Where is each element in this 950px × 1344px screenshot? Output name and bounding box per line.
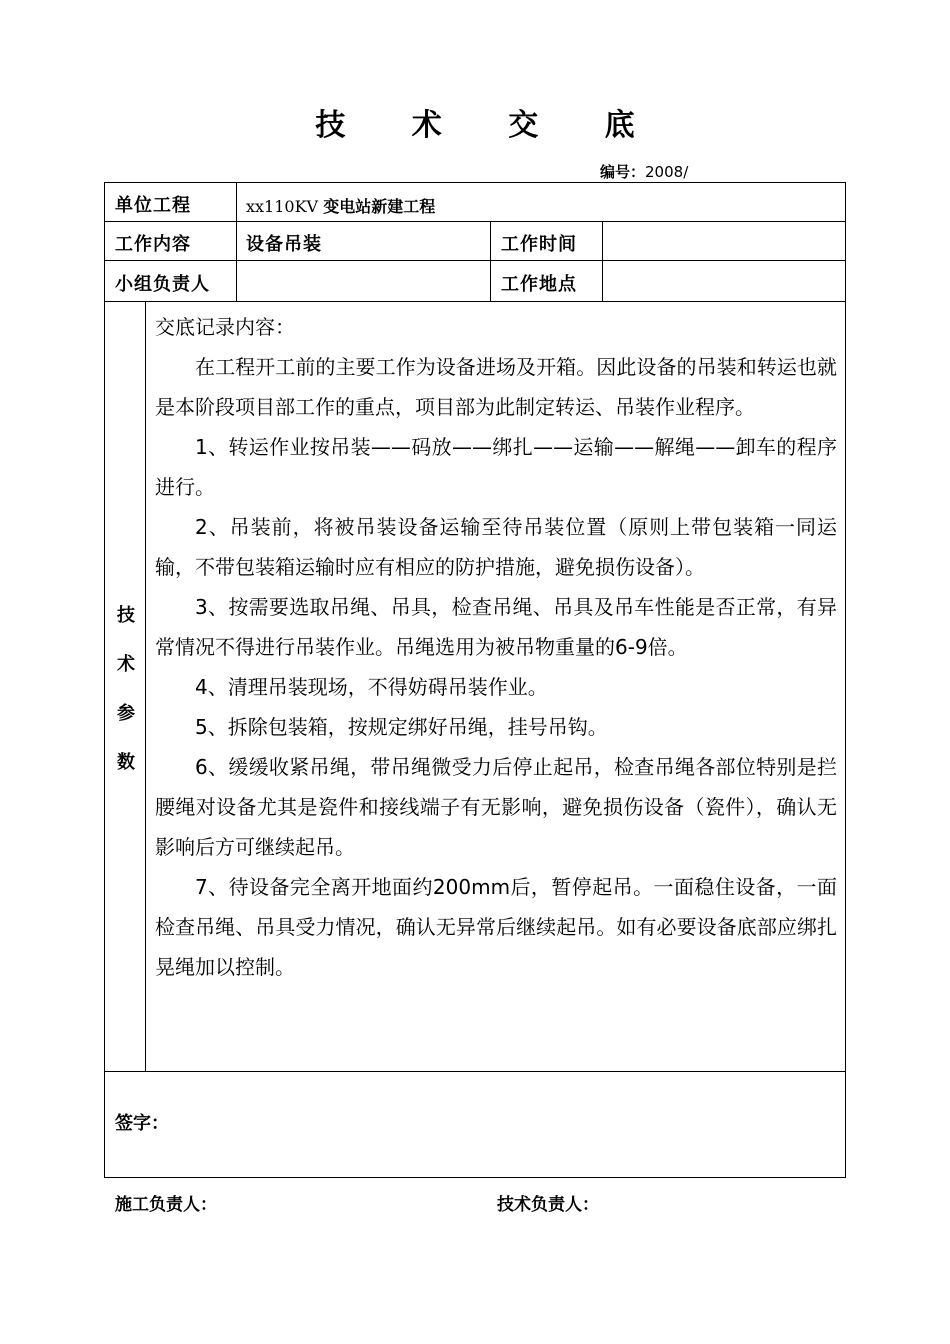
content-paragraph: 5、拆除包装箱，按规定绑好吊绳，挂号吊钩。 bbox=[195, 715, 608, 739]
content-paragraph: 1、转运作业按吊装——码放——绑扎——运输——解绳——卸车的程序进行。 bbox=[155, 435, 837, 499]
content-paragraph: 4、清理吊装现场，不得妨碍吊装作业。 bbox=[195, 675, 548, 699]
document-number-value: 2008/ bbox=[645, 163, 689, 181]
document-number bbox=[600, 161, 688, 182]
unit-project-value bbox=[246, 194, 435, 217]
document-number-label: 编号： bbox=[600, 163, 646, 181]
content-paragraph: 7、待设备完全离开地面约200mm后，暂停起吊。一面稳住设备，一面检查吊绳、吊具受力情况，确认无异常后继续起吊。如有必要设备底部应绑扎晃绳加以控制。 bbox=[155, 875, 837, 979]
work-time-label: 工作时间 bbox=[501, 234, 577, 255]
work-location-label: 工作地点 bbox=[501, 274, 577, 295]
content-heading: 交底记录内容： bbox=[155, 315, 295, 339]
work-content-label: 工作内容 bbox=[115, 234, 191, 255]
side-label-char: 参 bbox=[117, 703, 135, 724]
content-paragraph: 3、按需要选取吊绳、吊具，检查吊绳、吊具及吊车性能是否正常，有异常情况不得进行吊装作业。吊绳选用为被吊物重量的6-9倍。 bbox=[155, 595, 837, 659]
signature-label: 签字： bbox=[115, 1113, 169, 1134]
content-paragraph: 6、缓缓收紧吊绳，带吊绳微受力后停止起吊，检查吊绳各部位特别是拦腰绳对设备尤其是瓷件和接线端子有无影响，避免损伤设备（瓷件），确认无影响后方可继续起吊。 bbox=[155, 755, 837, 859]
side-label-char: 技 bbox=[117, 605, 135, 626]
content-paragraph: 2、吊装前，将被吊装设备运输至待吊装位置（原则上带包装箱一同运输，不带包装箱运输时应有相应的防护措施，避免损伤设备）。 bbox=[155, 515, 837, 579]
unit-project-value-cn: 变电站新建工程 bbox=[323, 197, 436, 216]
construction-leader-label: 施工负责人： bbox=[115, 1195, 217, 1215]
group-leader-label: 小组负责人 bbox=[115, 274, 210, 295]
content-paragraph: 在工程开工前的主要工作为设备进场及开箱。因此设备的吊装和转运也就是本阶段项目部工作的重点，项目部为此制定转运、吊装作业程序。 bbox=[155, 355, 837, 419]
side-label-char: 数 bbox=[117, 752, 135, 773]
side-label-char: 术 bbox=[117, 654, 135, 675]
unit-project-label: 单位工程 bbox=[115, 195, 191, 216]
technical-leader-label: 技术负责人： bbox=[497, 1195, 599, 1215]
document-title: 技 术 交 底 bbox=[315, 108, 663, 143]
unit-project-value-latin: xx110KV bbox=[246, 197, 324, 216]
work-content-value: 设备吊装 bbox=[246, 234, 322, 255]
briefing-content bbox=[155, 307, 837, 987]
briefing-table bbox=[104, 182, 846, 1178]
technical-parameters-label bbox=[105, 601, 147, 797]
